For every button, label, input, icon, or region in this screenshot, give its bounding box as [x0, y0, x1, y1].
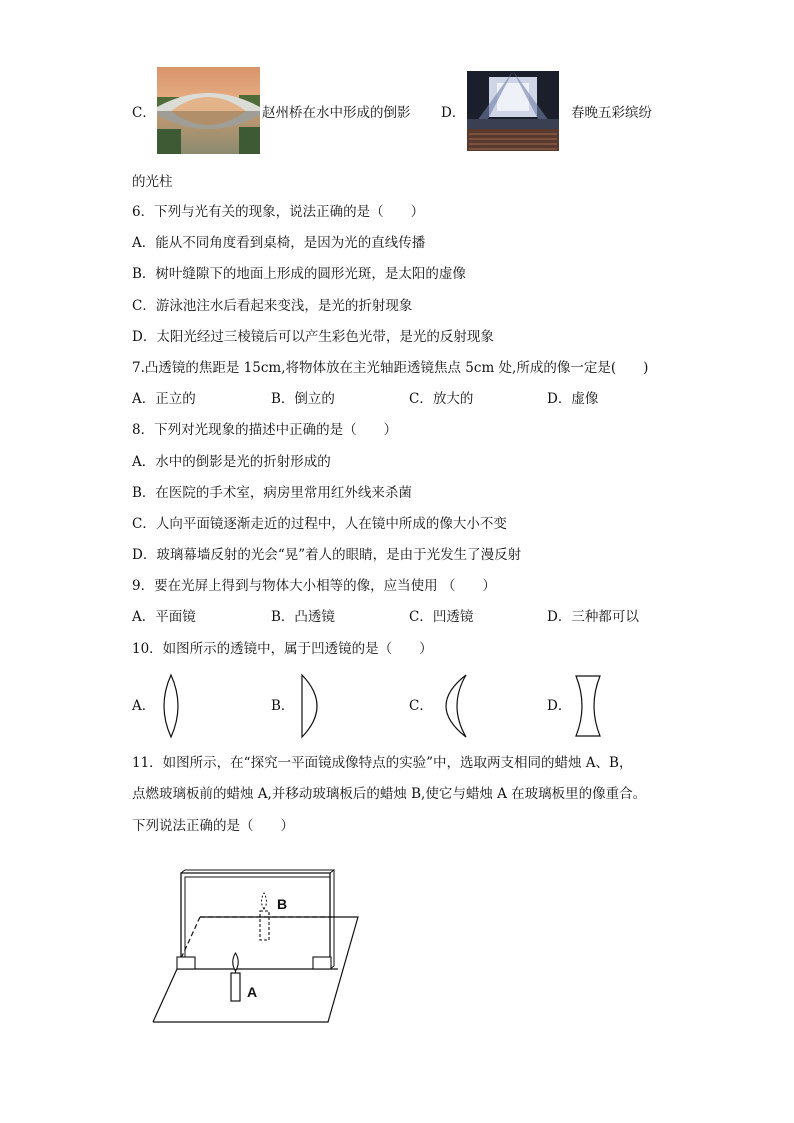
q9-option-c: C．凹透镜 — [409, 609, 474, 625]
q10-option-a-letter: A． — [132, 698, 156, 714]
q5-option-c-letter: C． — [132, 105, 156, 121]
q10-option-b-letter: B． — [271, 698, 295, 714]
q7-option-c: C．放大的 — [409, 391, 474, 407]
q6-option-b: B．树叶缝隙下的地面上形成的圆形光斑，是太阳的虚像 — [132, 266, 466, 282]
biconcave-lens-figure — [573, 673, 603, 739]
q7-option-a: A．正立的 — [132, 391, 196, 407]
q7-option-d: D．虚像 — [547, 391, 599, 407]
q6-stem: 6．下列与光有关的现象，说法正确的是（ ） — [132, 204, 425, 220]
q5-option-d-letter: D． — [441, 105, 466, 121]
q5-option-d-text: 春晚五彩缤纷 — [571, 105, 652, 121]
spring-gala-stage-photo — [467, 71, 559, 151]
q7-stem: 7.凸透镜的焦距是 15cm,将物体放在主光轴距透镜焦点 5cm 处,所成的像一定是( ) — [132, 360, 649, 376]
q10-stem: 10．如图所示的透镜中，属于凹透镜的是（ ） — [132, 641, 433, 657]
q9-option-a: A．平面镜 — [132, 609, 196, 625]
biconvex-lens-figure — [158, 673, 184, 739]
q6-option-d: D．太阳光经过三棱镜后可以产生彩色光带，是光的反射现象 — [132, 329, 494, 345]
plano-convex-lens-figure — [298, 673, 328, 739]
q11-line1: 11．如图所示，在“探究一平面镜成像特点的实验”中，选取两支相同的蜡烛 A、B， — [132, 755, 633, 771]
q10-option-c-letter: C． — [409, 698, 433, 714]
q8-option-b: B．在医院的手术室，病房里常用红外线来杀菌 — [132, 485, 412, 501]
q6-option-a: A．能从不同角度看到桌椅，是因为光的直线传播 — [132, 235, 426, 251]
q11-line3: 下列说法正确的是（ ） — [132, 818, 294, 834]
q6-option-c: C．游泳池注水后看起来变浅，是光的折射现象 — [132, 298, 413, 314]
meniscus-lens-figure — [434, 673, 470, 739]
candle-a-label: A — [247, 984, 258, 1000]
q9-stem: 9．要在光屏上得到与物体大小相等的像，应当使用 （ ） — [132, 578, 496, 594]
plane-mirror-experiment-figure — [148, 865, 363, 1027]
candle-b-label: B — [277, 896, 288, 912]
q9-option-b: B．凸透镜 — [271, 609, 335, 625]
q8-option-a: A．水中的倒影是光的折射形成的 — [132, 454, 331, 470]
q5-option-d-tail: 的光柱 — [132, 174, 173, 190]
q9-option-d: D．三种都可以 — [547, 609, 639, 625]
q8-stem: 8．下列对光现象的描述中正确的是（ ） — [132, 422, 398, 438]
q11-line2: 点燃玻璃板前的蜡烛 A,并移动玻璃板后的蜡烛 B,使它与蜡烛 A 在玻璃板里的像重合。 — [132, 786, 647, 802]
zhaozhou-bridge-photo — [157, 67, 260, 154]
q5-option-c-text: 赵州桥在水中形成的倒影 — [262, 105, 411, 121]
q8-option-d: D．玻璃幕墙反射的光会“晃”着人的眼睛，是由于光发生了漫反射 — [132, 547, 522, 563]
q8-option-c: C．人向平面镜逐渐走近的过程中，人在镜中所成的像大小不变 — [132, 516, 507, 532]
q7-option-b: B．倒立的 — [271, 391, 335, 407]
q10-option-d-letter: D． — [547, 698, 572, 714]
